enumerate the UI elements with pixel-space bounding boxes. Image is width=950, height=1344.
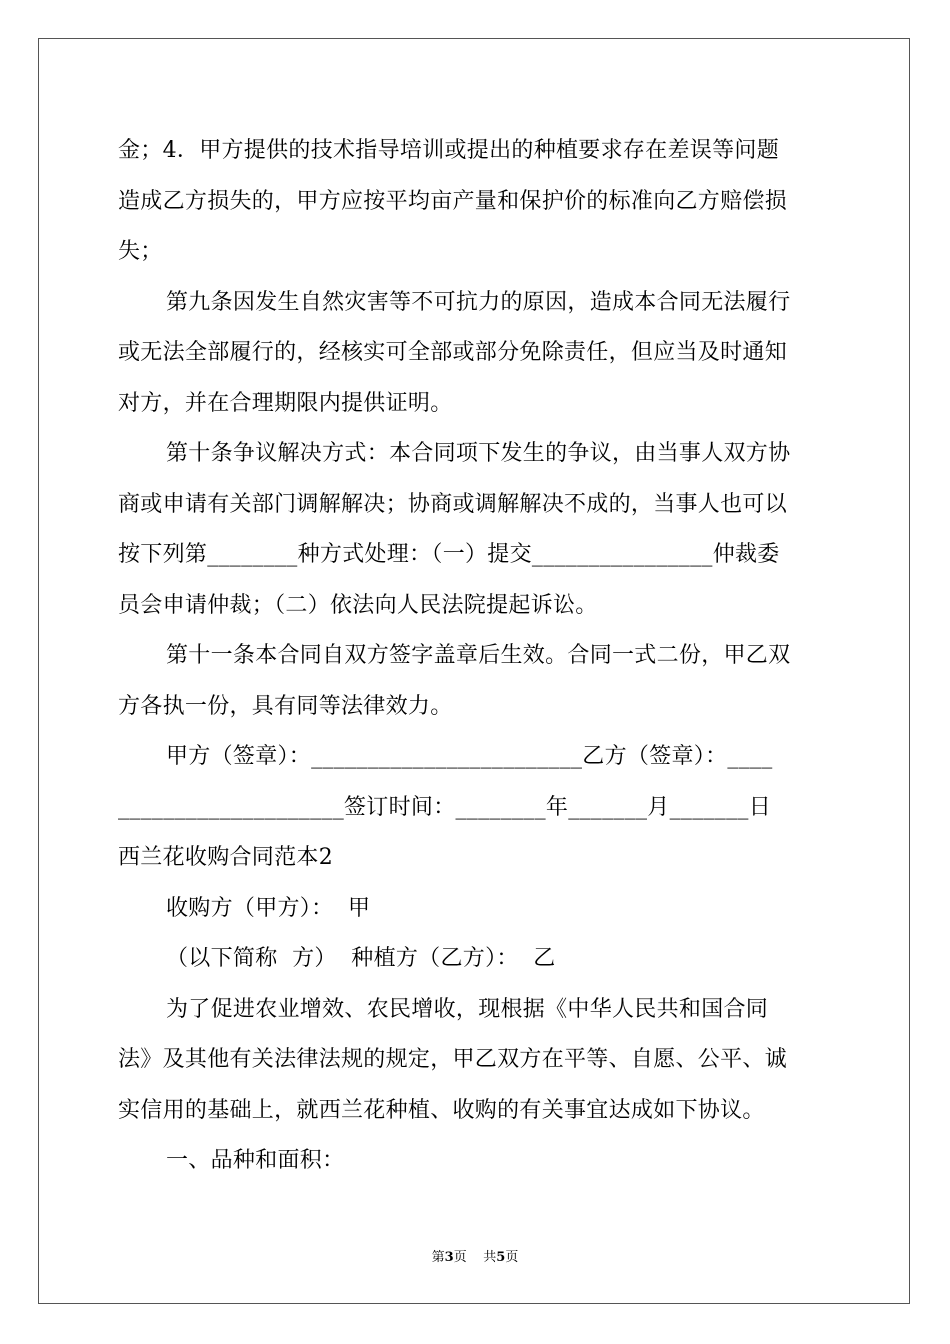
total-pages: 5 <box>496 1250 506 1265</box>
text-line: 法》及其他有关法律法规的规定，甲乙双方在平等、自愿、公平、诚 <box>118 1047 788 1072</box>
page-prefix: 第 <box>431 1250 445 1265</box>
text-line: 方各执一份，具有同等法律效力。 <box>118 693 453 719</box>
text-line: 失； <box>118 239 163 264</box>
text-line: 第十条争议解决方式：本合同项下发生的争议，由当事人双方协 <box>166 441 791 466</box>
text-line: 第十一条本合同自双方签字盖章后生效。合同一式二份，甲乙双 <box>166 643 791 668</box>
text-line: 对方，并在合理期限内提供证明。 <box>118 390 453 416</box>
text-line: 商或申请有关部门调解解决；协商或调解解决不成的，当事人也可以 <box>118 491 788 517</box>
page-number: 3 <box>444 1250 454 1265</box>
text-line: 按下列第________种方式处理：（一）提交________________仲裁委 <box>118 542 780 567</box>
signing-date-line: ____________________签订时间：________年_______月_______日 <box>118 794 771 820</box>
total-suffix: 页 <box>505 1250 519 1265</box>
text-line: （以下简称 方） 种植方（乙方）： 乙 <box>166 946 556 971</box>
signature-line: 甲方（签章）：________________________乙方（签章）：____ <box>166 744 773 769</box>
text-line: 造成乙方损失的，甲方应按平均亩产量和保护价的标准向乙方赔偿损 <box>118 188 788 214</box>
document-body <box>118 126 834 1187</box>
text-line: 或无法全部履行的，经核实可全部或部分免除责任，但应当及时通知 <box>118 340 788 365</box>
text-line: 一、品种和面积： <box>166 1148 345 1173</box>
text-line: 第九条因发生自然灾害等不可抗力的原因，造成本合同无法履行 <box>166 289 791 315</box>
page-footer <box>0 1246 950 1265</box>
page-suffix: 页 <box>453 1250 467 1265</box>
total-prefix: 共 <box>483 1250 497 1265</box>
text-line: 实信用的基础上，就西兰花种植、收购的有关事宜达成如下协议。 <box>118 1097 765 1123</box>
section-title: 西兰花收购合同范本2 <box>118 845 333 870</box>
text-line: 员会申请仲裁；（二）依法向人民法院提起诉讼。 <box>118 592 598 618</box>
text-line: 金；4．甲方提供的技术指导培训或提出的种植要求存在差误等问题 <box>118 138 779 163</box>
text-line: 收购方（甲方）： 甲 <box>166 895 371 921</box>
text-line: 为了促进农业增效、农民增收，现根据《中华人民共和国合同 <box>166 996 769 1022</box>
